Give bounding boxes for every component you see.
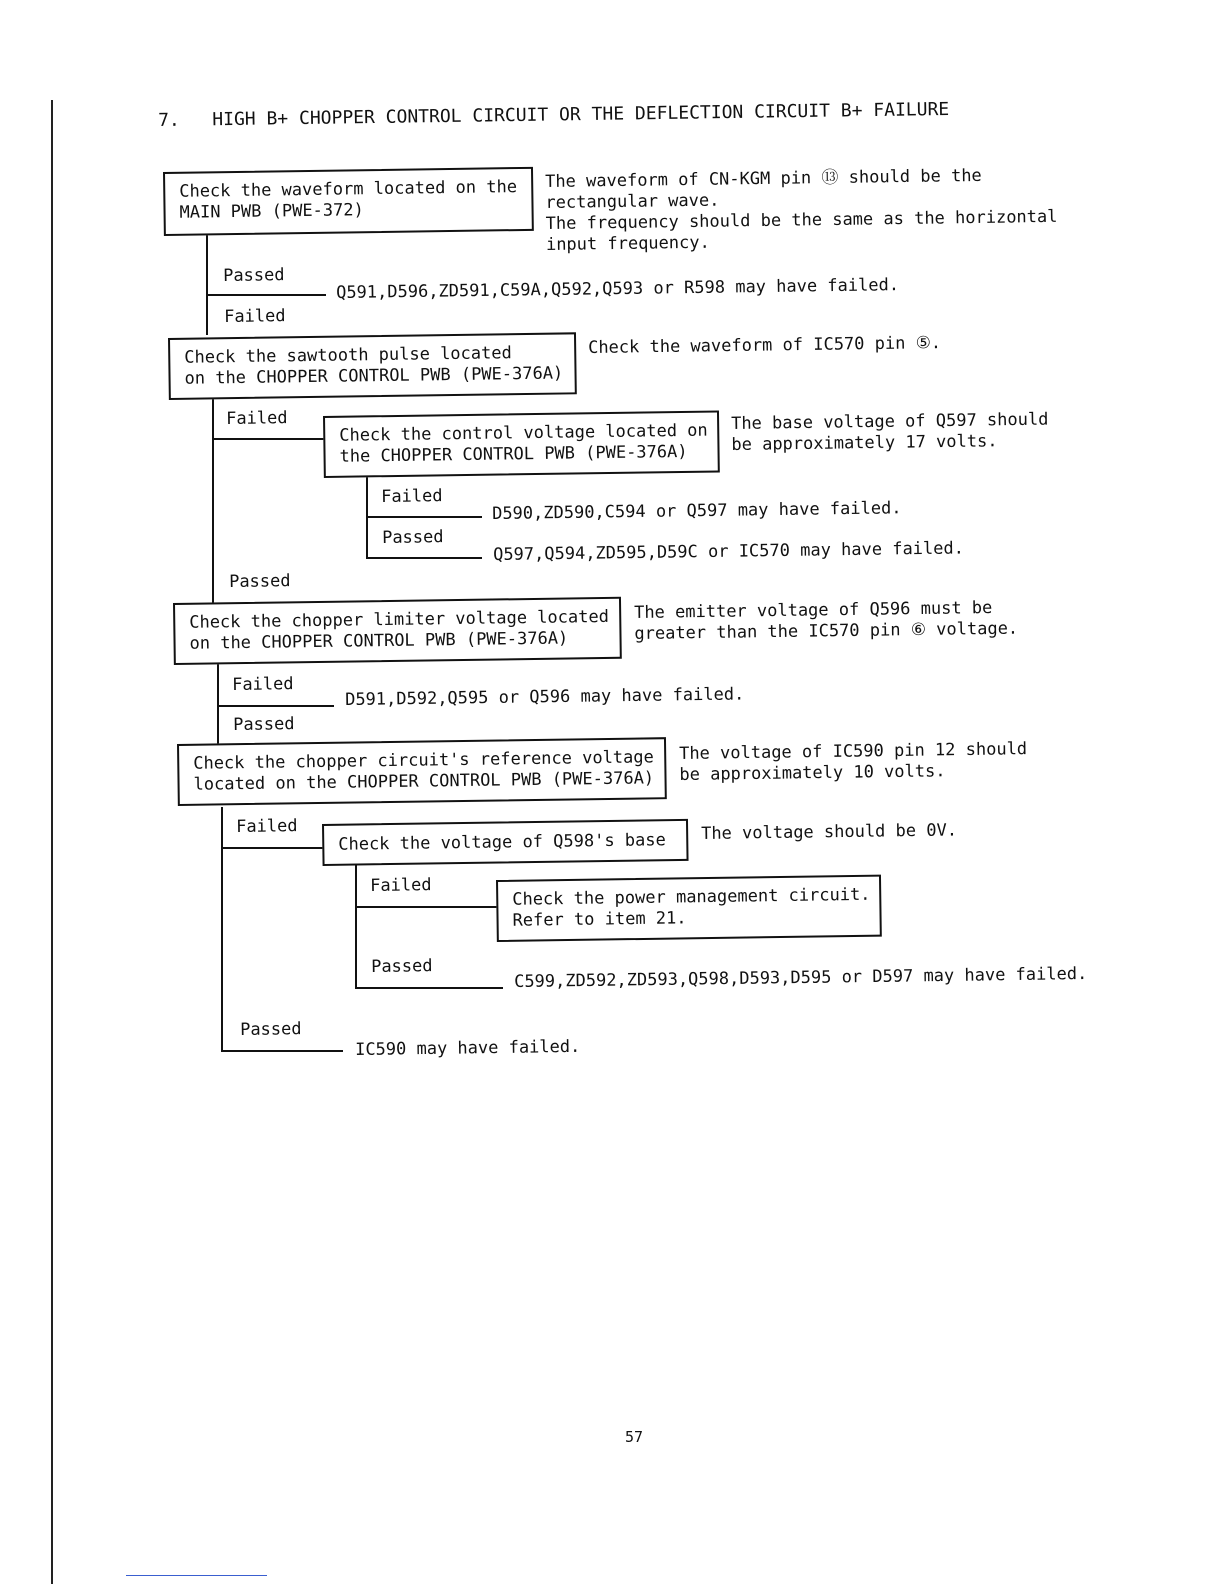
connector-failed-5: [221, 847, 323, 849]
check-box-control-voltage: [323, 410, 720, 478]
note-line: Check the waveform of IC570 pin ⑤.: [588, 333, 942, 358]
result-text: IC590 may have failed.: [355, 1036, 581, 1060]
connector-6: [355, 865, 357, 989]
branch-failed-label: Failed: [381, 486, 443, 507]
connector-failed-2: [212, 438, 324, 440]
box-line: Check the power management circuit.: [512, 884, 871, 910]
branch-failed-label: Failed: [226, 408, 288, 429]
section-heading: [158, 99, 949, 131]
branch-passed-label: Passed: [233, 714, 295, 735]
box-line: Check the waveform located on the: [179, 177, 518, 202]
page-margin-line: [51, 100, 53, 1584]
box-line: on the CHOPPER CONTROL PWB (PWE-376A): [189, 628, 569, 654]
branch-passed-label: Passed: [240, 1019, 302, 1040]
box-line: Refer to item 21.: [512, 908, 687, 931]
note-line: input frequency.: [545, 232, 710, 255]
result-text: Q591,D596,ZD591,C59A,Q592,Q593 or R598 may have failed.: [336, 275, 900, 303]
box-line: Check the chopper limiter voltage located: [189, 606, 610, 633]
note-line: The voltage of IC590 pin 12 should: [679, 739, 1028, 764]
note-line: be approximately 10 volts.: [679, 761, 946, 785]
box-line: Check the sawtooth pulse located: [184, 343, 512, 368]
connector-failed-6: [355, 906, 497, 908]
result-text: C599,ZD592,ZD593,Q598,D593,D595 or D597 may have failed.: [514, 963, 1088, 992]
box-line: the CHOPPER CONTROL PWB (PWE-376A): [339, 441, 688, 467]
note-q597-base-voltage: [731, 410, 1049, 456]
note-ic590-pin12: [679, 739, 1028, 786]
result-text: D590,ZD590,C594 or Q597 may have failed.: [492, 498, 902, 524]
branch-passed-label: Passed: [229, 571, 291, 592]
box-line: on the CHOPPER CONTROL PWB (PWE-376A): [184, 363, 564, 389]
check-box-sawtooth-pulse: [168, 332, 577, 400]
box-line: MAIN PWB (PWE-372): [179, 200, 364, 223]
connector-4: [217, 654, 219, 746]
connector-passed-5: [221, 1050, 343, 1052]
footnote-rule: [126, 1575, 267, 1576]
note-zero-volt: [701, 820, 957, 845]
branch-failed-label: Failed: [232, 674, 294, 695]
result-text: Q597,Q594,ZD595,D59C or IC570 may have failed.: [493, 538, 965, 565]
note-line: rectangular wave.: [545, 190, 720, 213]
check-box-limiter-voltage: [173, 597, 622, 665]
connector-1: [206, 235, 208, 335]
branch-failed-label: Failed: [224, 306, 286, 327]
note-line: The emitter voltage of Q596 must be: [634, 597, 993, 623]
connector-passed-6: [355, 987, 503, 989]
branch-failed-label: Failed: [370, 875, 432, 896]
check-box-reference-voltage: [177, 737, 667, 806]
note-ic570-pin5: [588, 333, 941, 359]
section-title: HIGH B+ CHOPPER CONTROL CIRCUIT OR THE DEFLECTION CIRCUIT B+ FAILURE: [212, 98, 950, 131]
box-line: Check the control voltage located on: [339, 420, 708, 446]
note-line: greater than the IC570 pin ⑥ voltage.: [634, 618, 1019, 644]
connector-passed-3: [366, 557, 482, 559]
result-text: D591,D592,Q595 or Q596 may have failed.: [345, 684, 745, 710]
note-q596-emitter-voltage: [634, 598, 1018, 645]
check-box-q598-base: [322, 819, 689, 866]
box-line: Check the voltage of Q598's base: [338, 830, 666, 855]
note-line: The waveform of CN-KGM pin ⑬ should be the: [545, 165, 982, 192]
connector-3: [366, 477, 368, 559]
connector-failed-4: [217, 705, 334, 707]
box-line: located on the CHOPPER CONTROL PWB (PWE-376A): [193, 768, 655, 795]
section-number: 7.: [158, 109, 180, 131]
check-box-main-pwb-waveform: [163, 167, 534, 236]
note-line: The frequency should be the same as the horizontal: [545, 206, 1058, 234]
check-box-power-management: [496, 875, 882, 942]
branch-passed-label: Passed: [371, 956, 433, 977]
branch-failed-label: Failed: [236, 816, 298, 837]
page-number: 57: [625, 1428, 644, 1446]
connector-passed-1: [206, 294, 326, 296]
note-line: be approximately 17 volts.: [731, 431, 998, 455]
connector-2: [212, 398, 214, 606]
branch-passed-label: Passed: [223, 265, 285, 286]
note-main-pwb-waveform: [545, 165, 1058, 256]
note-line: The voltage should be 0V.: [701, 820, 958, 844]
branch-passed-label: Passed: [382, 527, 444, 548]
connector-5: [221, 807, 223, 1052]
connector-failed-3: [366, 516, 482, 518]
note-line: The base voltage of Q597 should: [731, 409, 1049, 434]
box-line: Check the chopper circuit's reference voltage: [193, 747, 654, 774]
